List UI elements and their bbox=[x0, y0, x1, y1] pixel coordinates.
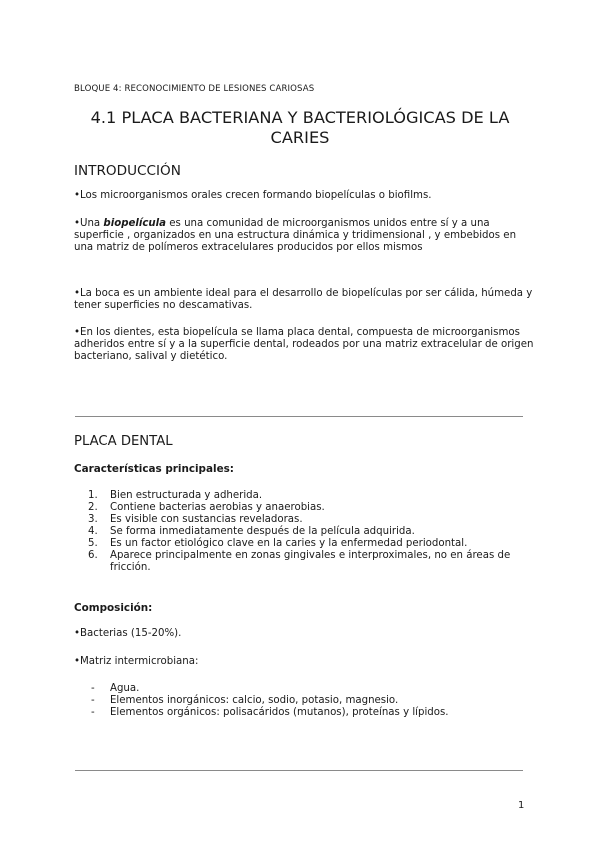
matrix-item bbox=[74, 695, 524, 707]
features-list bbox=[74, 490, 524, 574]
intro-paragraph-4: •En los dientes, esta biopelícula se llama placa dental, compuesta de microorganismos adheridos entre sí y a la superficie dental, rodeados por una matriz extracelular de origen bacteriano, salival y dietético. bbox=[74, 327, 534, 362]
intro-p2-prefix: •Una bbox=[74, 218, 104, 229]
feature-item-marker: 3. bbox=[88, 514, 98, 525]
matrix-item-text: Elementos orgánicos: polisacáridos (mutanos), proteínas y lípidos. bbox=[110, 707, 449, 718]
matrix-item-text: Agua. bbox=[110, 683, 140, 694]
intro-paragraph-2 bbox=[74, 218, 534, 254]
section-divider bbox=[75, 416, 523, 417]
matrix-item-marker: - bbox=[91, 707, 95, 718]
feature-item bbox=[74, 538, 524, 550]
feature-item-text: Aparece principalmente en zonas gingivales e interproximales, no en áreas de fricción. bbox=[110, 550, 511, 573]
section-heading-introduccion: INTRODUCCIÓN bbox=[74, 163, 181, 179]
feature-item bbox=[74, 490, 524, 502]
section-heading-placa-dental: PLACA DENTAL bbox=[74, 434, 173, 449]
intro-paragraph-1: •Los microorganismos orales crecen formando biopelículas o biofilms. bbox=[74, 190, 432, 201]
matrix-item-marker: - bbox=[91, 695, 95, 706]
feature-item-marker: 6. bbox=[88, 550, 98, 561]
intro-paragraph-3: •La boca es un ambiente ideal para el desarrollo de biopelículas por ser cálida, húmeda y tener superficies no descamativas. bbox=[74, 288, 533, 311]
intro-p2-emphasis: biopelícula bbox=[103, 218, 167, 229]
feature-item bbox=[74, 514, 524, 526]
matrix-line: •Matriz intermicrobiana: bbox=[74, 656, 199, 667]
feature-item-marker: 1. bbox=[88, 490, 98, 501]
features-title: Características principales: bbox=[74, 463, 234, 475]
composition-title: Composición: bbox=[74, 602, 153, 614]
section-divider bbox=[75, 770, 523, 771]
feature-item bbox=[74, 550, 524, 574]
block-title: BLOQUE 4: RECONOCIMIENTO DE LESIONES CARIOSAS bbox=[74, 84, 315, 94]
feature-item-text: Es visible con sustancias reveladoras. bbox=[110, 514, 303, 525]
matrix-item-marker: - bbox=[91, 683, 95, 694]
feature-item bbox=[74, 502, 524, 514]
feature-item-marker: 4. bbox=[88, 526, 98, 537]
matrix-item bbox=[74, 707, 524, 719]
bacteria-line: •Bacterias (15-20%). bbox=[74, 628, 182, 639]
page-title: 4.1 PLACA BACTERIANA Y BACTERIOLÓGICAS DE LA CARIES bbox=[90, 108, 510, 147]
page-number: 1 bbox=[518, 800, 525, 811]
feature-item-text: Bien estructurada y adherida. bbox=[110, 490, 263, 501]
feature-item bbox=[74, 526, 524, 538]
matrix-item-text: Elementos inorgánicos: calcio, sodio, potasio, magnesio. bbox=[110, 695, 399, 706]
feature-item-marker: 2. bbox=[88, 502, 98, 513]
feature-item-marker: 5. bbox=[88, 538, 98, 549]
matrix-list bbox=[74, 683, 524, 719]
feature-item-text: Es un factor etiológico clave en la caries y la enfermedad periodontal. bbox=[110, 538, 468, 549]
matrix-item bbox=[74, 683, 524, 695]
intro-p2-rest: es una comunidad de microorganismos unidos entre sí y a una superficie , organizados en una estructura dinámica y tridimensional , y embebidos en una matriz de polímeros extracelulares producidos por ellos mismos bbox=[74, 218, 517, 253]
feature-item-text: Contiene bacterias aerobias y anaerobias. bbox=[110, 502, 325, 513]
feature-item-text: Se forma inmediatamente después de la película adquirida. bbox=[110, 526, 415, 537]
